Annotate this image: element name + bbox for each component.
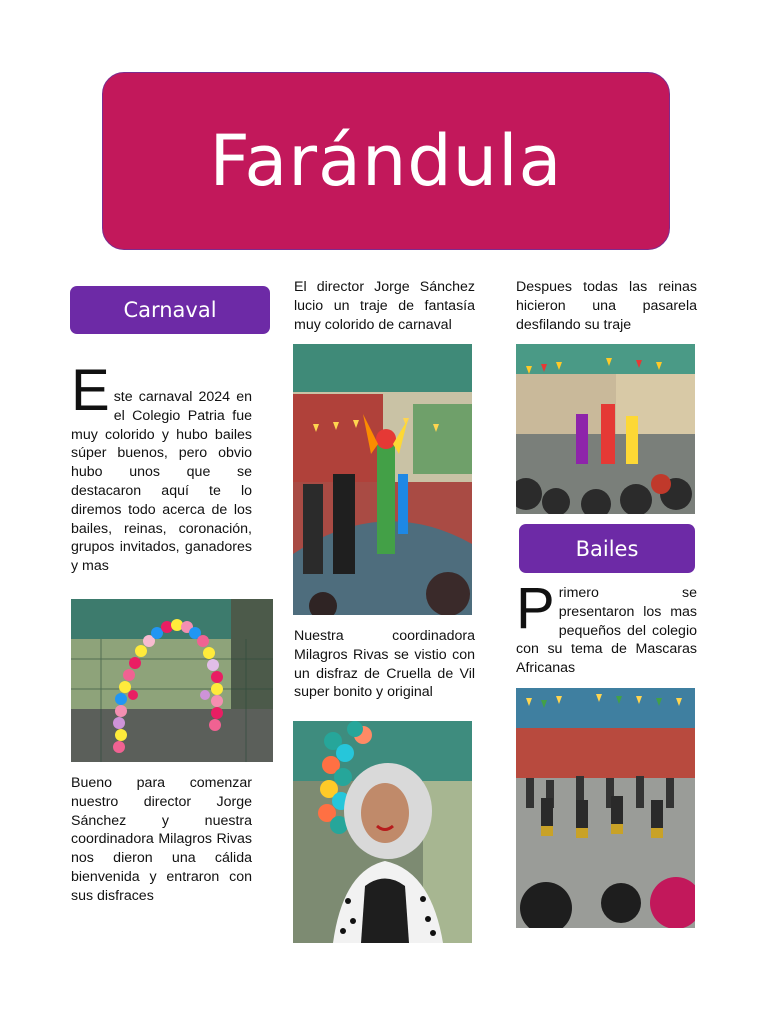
photo-balloon-arch	[71, 599, 273, 762]
intro-text: ste carnaval 2024 en el Colegio Patria fue muy colorido y hubo bailes súper buenos, pero obvio hubo unos que se destacaron aquí te lo diremos todo acerca de los bailes, reinas, coronación, grupos invitados, ganadores y mas	[71, 389, 252, 575]
photo-african-masks-dance	[516, 688, 695, 928]
section-heading-bailes: Bailes	[519, 524, 695, 573]
photo-queens-parade	[516, 344, 695, 514]
section-heading-carnaval: Carnaval	[70, 286, 270, 334]
page-title: Farándula	[209, 120, 563, 202]
drop-cap-e: E	[71, 358, 110, 423]
title-banner	[102, 72, 670, 250]
coordinadora-paragraph: Nuestra coordinadora Milagros Rivas se vistio con un disfraz de Cruella de Vil super bonito y original	[294, 628, 475, 701]
bailes-paragraph	[516, 576, 697, 678]
reinas-paragraph: Despues todas las reinas hicieron una pasarela desfilando su traje	[516, 279, 697, 333]
director-paragraph: El director Jorge Sánchez lucio un traje de fantasía muy colorido de carnaval	[294, 279, 475, 333]
drop-cap-p: P	[516, 576, 555, 641]
photo-cruella-costume	[293, 721, 472, 943]
bailes-text: rimero se presentaron los mas pequeños del colegio con su tema de Mascaras Africanas	[516, 585, 697, 677]
photo-director-costume	[293, 344, 472, 615]
welcome-paragraph: Bueno para comenzar nuestro director Jorge Sánchez y nuestra coordinadora Milagros Rivas nos dieron una cálida bienvenida y entraron con sus disfraces	[71, 775, 252, 904]
intro-paragraph	[71, 358, 252, 576]
